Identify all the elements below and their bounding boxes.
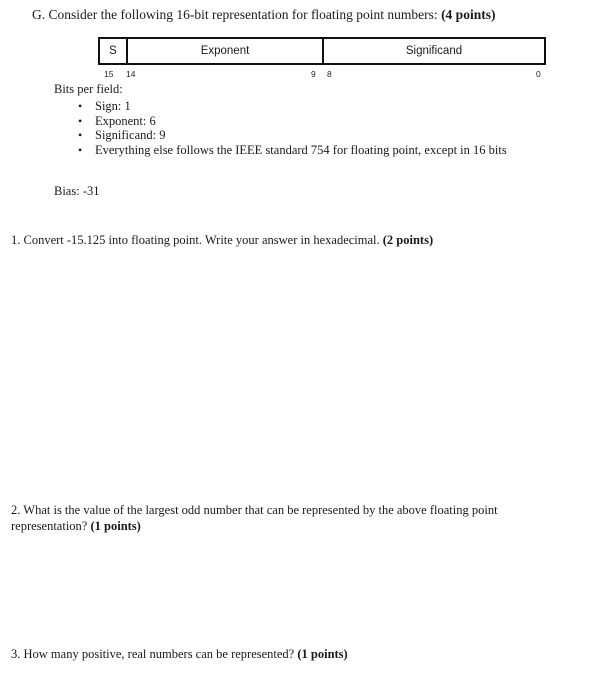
significand-field-label: Significand (405, 45, 463, 57)
list-item: • Everything else follows the IEEE standard 754 for floating point, except in 16 bits (78, 142, 507, 157)
question-2-line-2 (11, 518, 498, 534)
question-1-text: 1. Convert -15.125 into floating point. Write your answer in hexadecimal. (11, 233, 380, 247)
bullet-icon: • (78, 99, 83, 113)
list-item: • Significand: 9 (78, 128, 166, 143)
exponent-field (128, 39, 324, 63)
bias-value: Bias: -31 (54, 184, 100, 198)
problem-points: (4 points) (441, 7, 496, 22)
bullet-icon: • (78, 113, 83, 128)
bit-label-0: 0 (536, 69, 541, 79)
question-1-points: (2 points) (382, 233, 434, 247)
question-3 (11, 647, 348, 662)
question-3-points: (1 points) (297, 647, 348, 661)
bullet-icon: • (78, 128, 83, 143)
list-item: • Sign: 1 (78, 99, 131, 113)
question-2-line-1: 2. What is the value of the largest odd number that can be represented by the above floating point (11, 503, 498, 517)
sign-field-label: S (109, 45, 117, 57)
question-1 (11, 233, 433, 248)
sign-field (100, 39, 128, 63)
bit-label-9: 9 (311, 69, 316, 79)
fields-list (78, 99, 507, 157)
question-2 (11, 502, 498, 534)
bullet-icon: • (78, 142, 83, 157)
bit-field-diagram (98, 37, 546, 65)
exponent-field-label: Exponent (200, 45, 250, 57)
fields-heading: Bits per field: (54, 82, 123, 96)
bit-label-8: 8 (327, 69, 332, 79)
question-2-text: representation? (11, 519, 88, 533)
significand-field (324, 39, 544, 63)
list-item: • Exponent: 6 (78, 113, 156, 128)
question-2-points: (1 points) (90, 519, 141, 533)
problem-title: G. Consider the following 16-bit representation for floating point numbers: (32, 7, 438, 22)
problem-heading (32, 7, 495, 23)
question-3-text: 3. How many positive, real numbers can be represented? (11, 647, 295, 661)
bit-label-15: 15 (104, 69, 114, 79)
bit-label-14: 14 (126, 69, 136, 79)
